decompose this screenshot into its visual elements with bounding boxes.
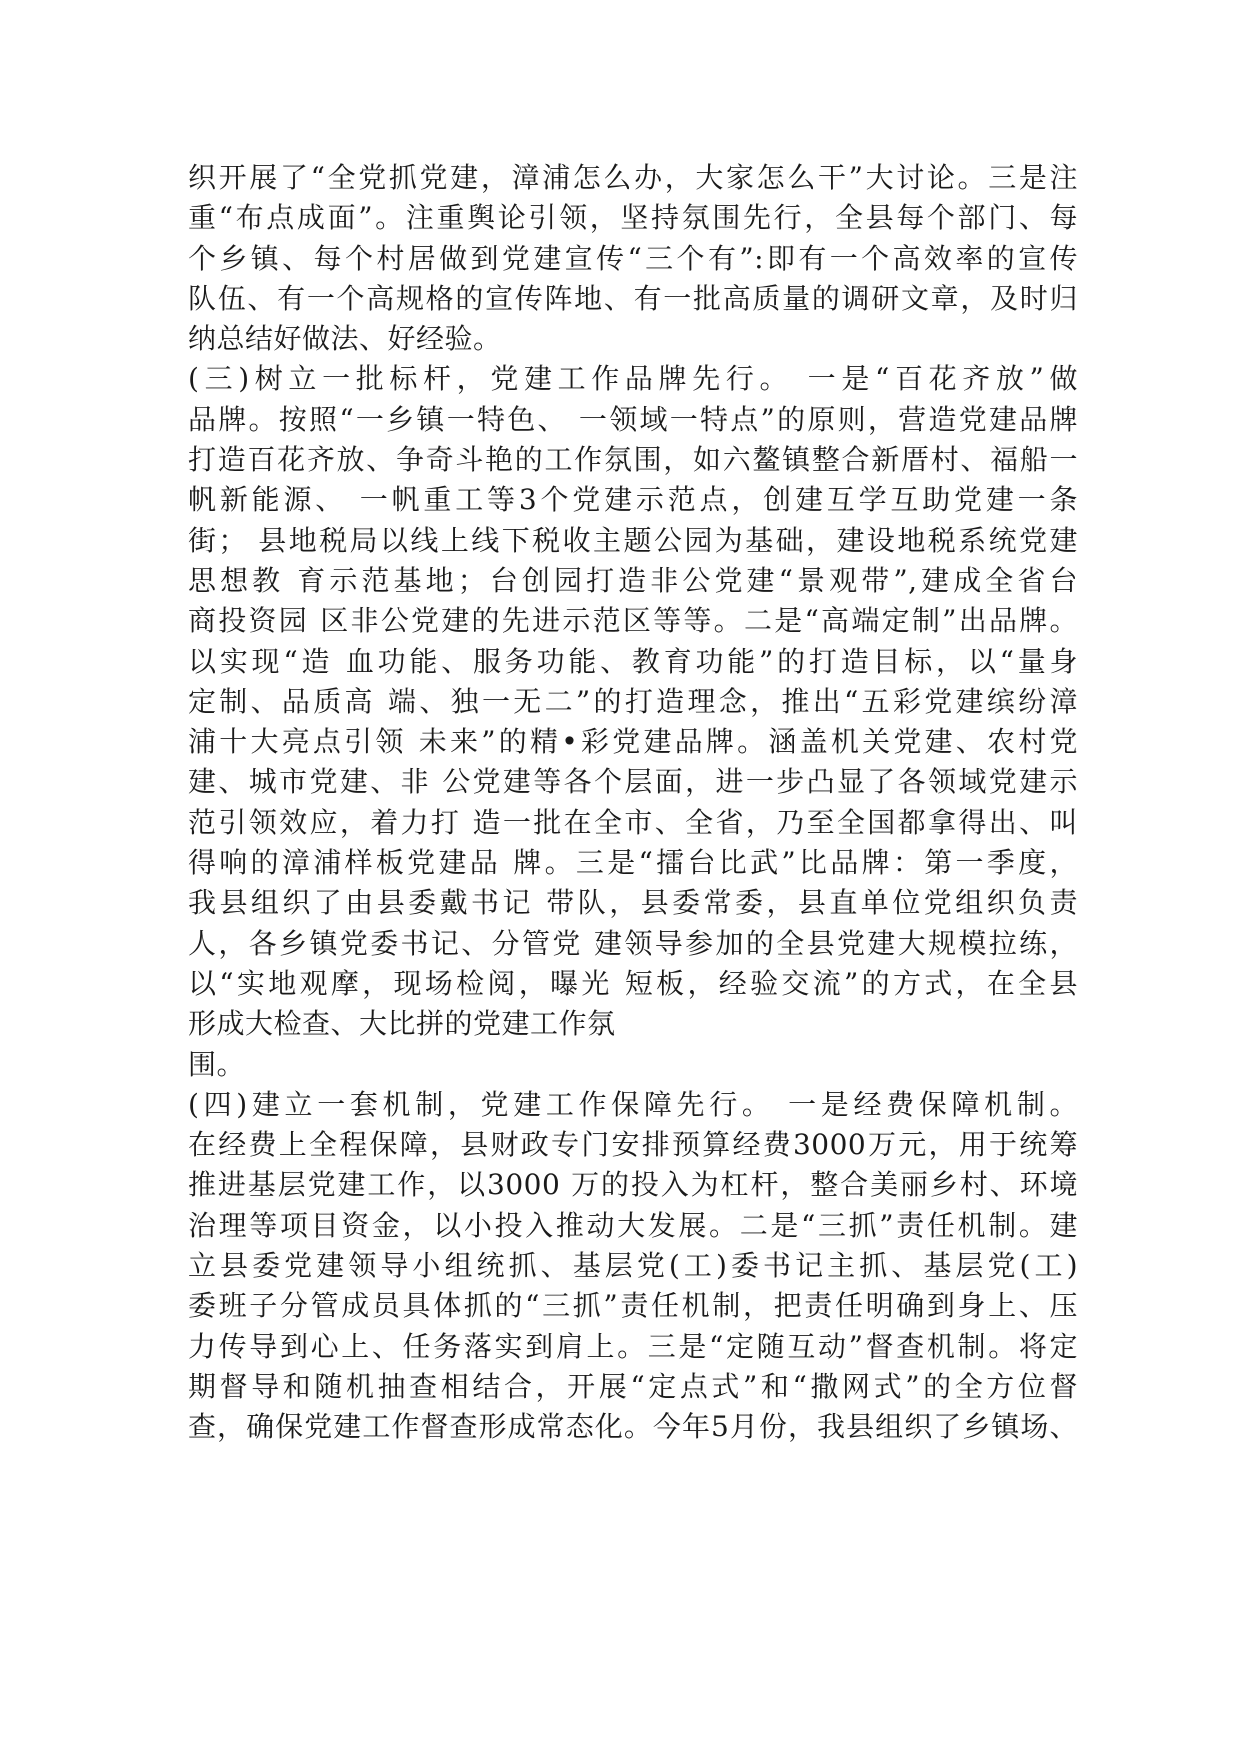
text-line: 队伍、有一个高规格的宣传阵地、有一批高质量的调研文章，及时归	[188, 281, 1078, 315]
text-line: 重“布点成面”。注重舆论引领，坚持氛围先行，全县每个部门、每	[188, 201, 1078, 235]
text-line: 纳总结好做法、好经验。	[188, 322, 502, 356]
text-line: 围。	[188, 1047, 246, 1081]
text-line: 力传导到心上、任务落实到肩上。三是“定随互动”督查机制。将定	[188, 1329, 1078, 1363]
text-line: 以“实地观摩，现场检阅，曝光 短板，经验交流”的方式，在全县	[188, 966, 1078, 1000]
text-line: 委班子分管成员具体抓的“三抓”责任机制，把责任明确到身上、压	[188, 1289, 1078, 1323]
text-line: (三)树立一批标杆，党建工作品牌先行。 一是“百花齐放”做	[188, 362, 1078, 396]
text-line: 期督导和随机抽查相结合，开展“定点式”和“撒网式”的全方位督	[188, 1369, 1078, 1403]
text-line: 形成大检查、大比拼的党建工作氛	[188, 1007, 616, 1041]
text-line: (四)建立一套机制，党建工作保障先行。 一是经费保障机制。	[188, 1087, 1078, 1121]
text-line: 人，各乡镇党委书记、分管党 建领导参加的全县党建大规模拉练，	[188, 926, 1078, 960]
text-line: 以实现“造 血功能、服务功能、教育功能”的打造目标，以“量身	[188, 644, 1078, 678]
text-line: 商投资园 区非公党建的先进示范区等等。二是“高端定制”出品牌。	[188, 604, 1078, 638]
text-line: 我县组织了由县委戴书记 带队，县委常委，县直单位党组织负责	[188, 886, 1078, 920]
text-line: 治理等项目资金，以小投入推动大发展。二是“三抓”责任机制。建	[188, 1208, 1078, 1242]
text-line: 浦十大亮点引领 未来”的精•彩党建品牌。涵盖机关党建、农村党	[188, 725, 1078, 759]
text-line: 品牌。按照“一乡镇一特色、 一领域一特点”的原则，营造党建品牌	[188, 402, 1078, 436]
text-line: 立县委党建领导小组统抓、基层党(工)委书记主抓、基层党(工)	[188, 1249, 1078, 1283]
text-line: 推进基层党建工作，以3000 万的投入为杠杆，整合美丽乡村、环境	[188, 1168, 1078, 1202]
text-line: 建、城市党建、非 公党建等各个层面，进一步凸显了各领域党建示	[188, 765, 1078, 799]
text-line: 个乡镇、每个村居做到党建宣传“三个有”:即有一个高效率的宣传	[188, 241, 1078, 275]
text-line: 范引领效应，着力打 造一批在全市、全省，乃至全国都拿得出、叫	[188, 805, 1078, 839]
text-line: 打造百花齐放、争奇斗艳的工作氛围，如六鳌镇整合新厝村、福船一	[188, 443, 1078, 477]
text-line: 织开展了“全党抓党建，漳浦怎么办，大家怎么干”大讨论。三是注	[188, 161, 1078, 194]
text-line: 定制、品质高 端、独一无二”的打造理念，推出“五彩党建缤纷漳	[188, 684, 1078, 718]
text-line: 在经费上全程保障，县财政专门安排预算经费3000万元，用于统筹	[188, 1128, 1078, 1162]
text-line: 思想教 育示范基地；台创园打造非公党建“景观带”,建成全省台	[188, 563, 1078, 597]
body-text	[188, 158, 1078, 1448]
text-line: 街； 县地税局以线上线下税收主题公园为基础，建设地税系统党建	[188, 523, 1078, 557]
text-line: 查，确保党建工作督查形成常态化。今年5月份，我县组织了乡镇场、	[188, 1410, 1078, 1444]
text-line: 帆新能源、 一帆重工等3个党建示范点，创建互学互助党建一条	[188, 483, 1078, 517]
text-line: 得响的漳浦样板党建品 牌。三是“擂台比武”比品牌：第一季度，	[188, 846, 1078, 880]
